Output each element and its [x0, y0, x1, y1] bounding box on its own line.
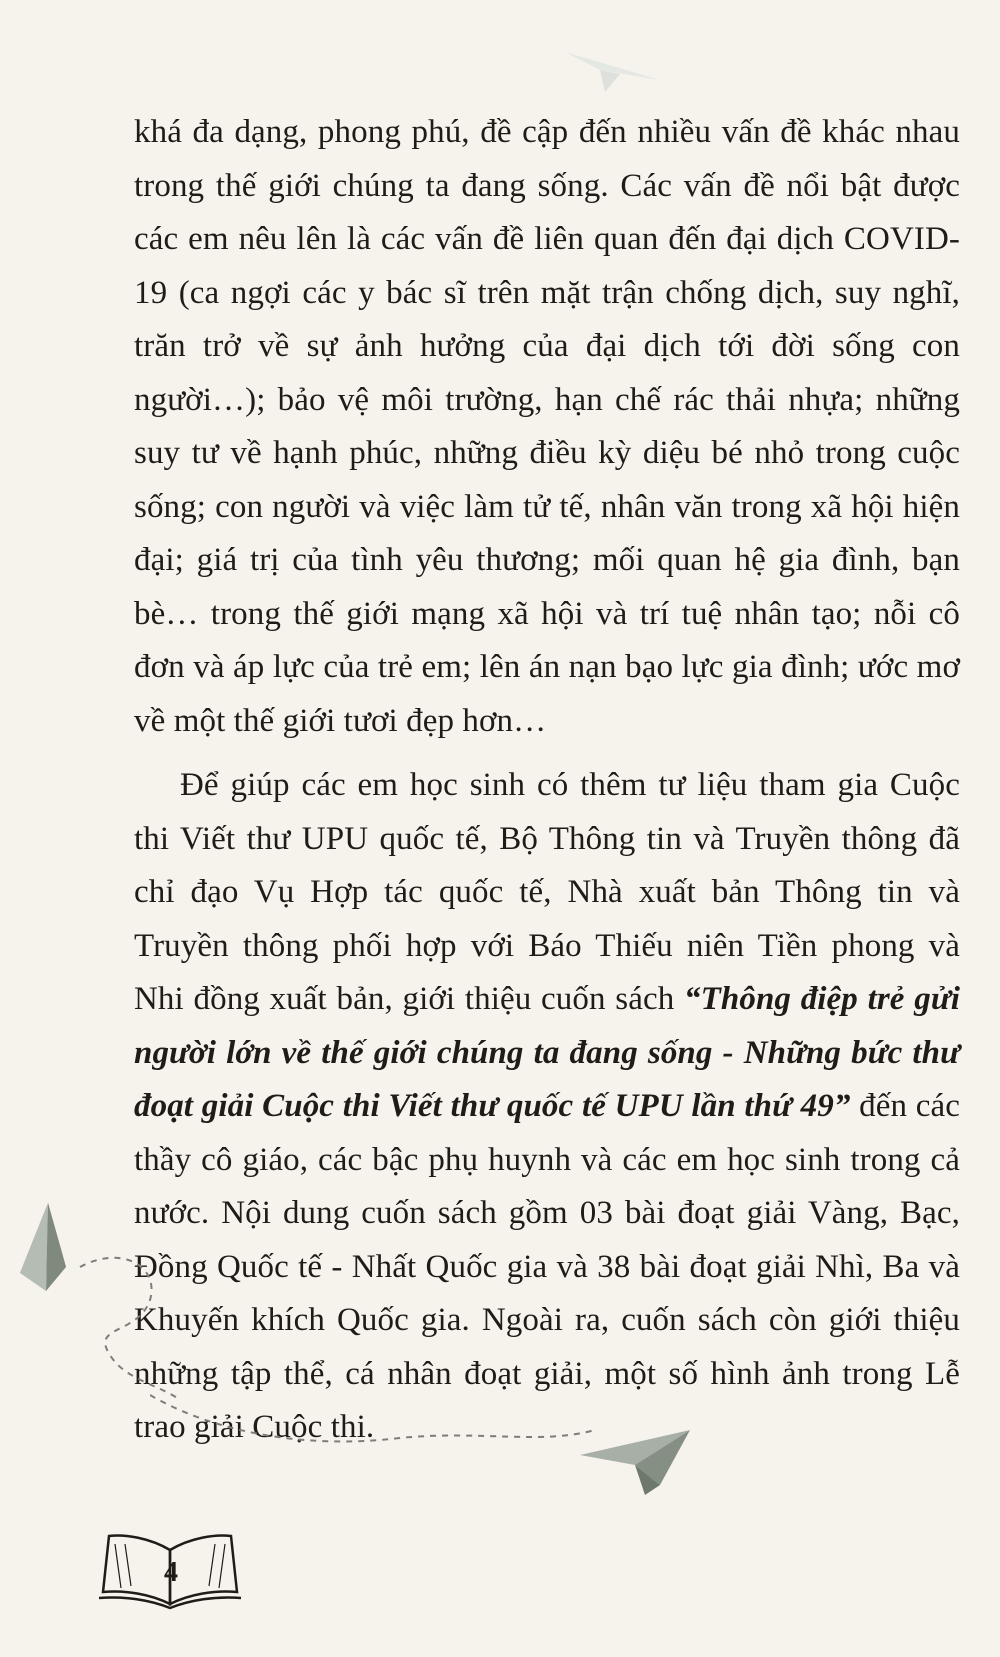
paragraph-2-text-start: Để giúp các em học sinh có thêm tư liệu tham gia Cuộc thi Viết thư UPU quốc tế, Bộ Thông tin và Truyền thông đã chỉ đạo Vụ Hợp tác quốc tế, Nhà xuất bản Thông tin và Truyền thông phối hợp với Báo Thiếu niên Tiền phong và Nhi đồng xuất bản, giới thiệu cuốn sách: [134, 767, 960, 1017]
paper-plane-faint-icon: [560, 40, 670, 100]
paragraph-1: [134, 106, 960, 748]
body-text: [134, 106, 960, 1455]
paragraph-1-text: khá đa dạng, phong phú, đề cập đến nhiều vấn đề khác nhau trong thế giới chúng ta đang sống. Các vấn đề nổi bật được các em nêu lên là các vấn đề liên quan đến đại dịch COVID-19 (ca ngợi các y bác sĩ trên mặt trận chống dịch, suy nghĩ, trăn trở về sự ảnh hưởng của đại dịch tới đời sống con người…); bảo vệ môi trường, hạn chế rác thải nhựa; những suy tư về hạnh phúc, những điều kỳ diệu bé nhỏ trong cuộc sống; con người và việc làm tử tế, nhân văn trong xã hội hiện đại; giá trị của tình yêu thương; mối quan hệ gia đình, bạn bè… trong thế giới mạng xã hội và trí tuệ nhân tạo; nỗi cô đơn và áp lực của trẻ em; lên án nạn bạo lực gia đình; ước mơ về một thế giới tươi đẹp hơn…: [134, 114, 960, 739]
paragraph-2: [134, 759, 960, 1455]
flight-path-dashes: [150, 1390, 600, 1470]
paper-plane-left-icon: [10, 1195, 190, 1405]
book-title: “Thông điệp trẻ gửi người lớn về thế giới chúng ta đang sống - Những bức thư đoạt giải Cuộc thi Viết thư quốc tế UPU lần thứ 49”: [134, 981, 960, 1124]
paragraph-2-text-end: đến các thầy cô giáo, các bậc phụ huynh và các em học sinh trong cả nước. Nội dung cuốn sách gồm 03 bài đoạt giải Vàng, Bạc, Đồng Quốc tế - Nhất Quốc gia và 38 bài đoạt giải Nhì, Ba và Khuyến khích Quốc gia. Ngoài ra, cuốn sách còn giới thiệu những tập thể, cá nhân đoạt giải, một số hình ảnh trong Lễ trao giải Cuộc thi.: [134, 1088, 960, 1445]
page-number: 4: [164, 1557, 178, 1588]
paper-plane-bottom-icon: [575, 1425, 695, 1500]
